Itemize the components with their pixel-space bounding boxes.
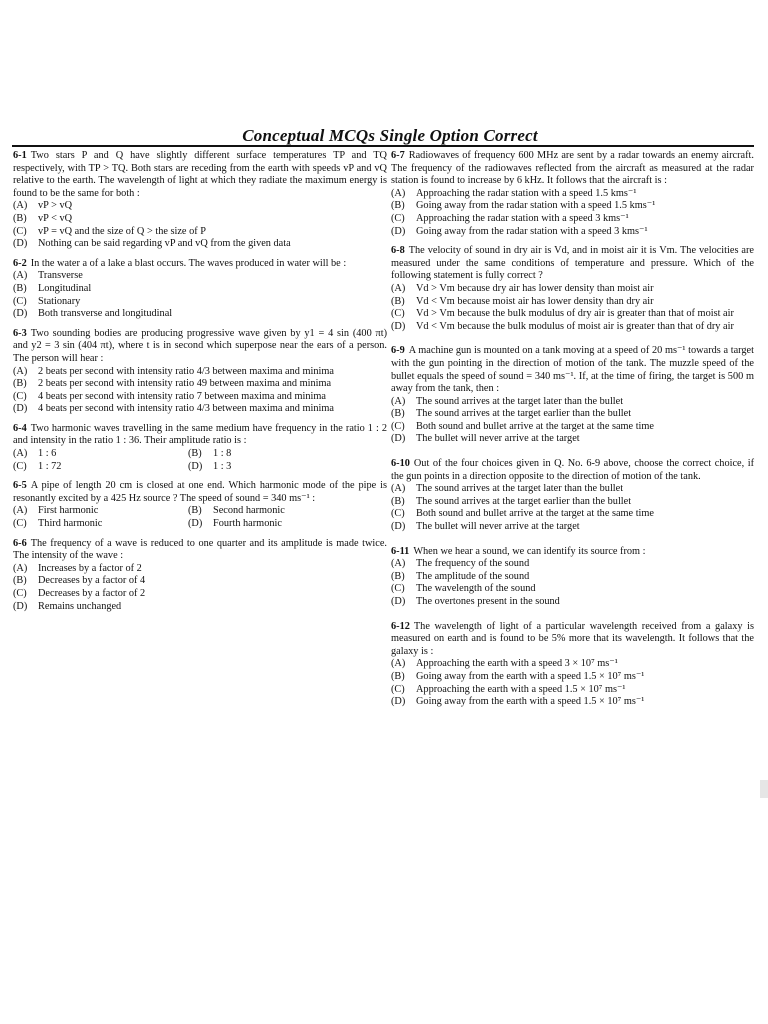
page-heading: Conceptual MCQs Single Option Correct xyxy=(242,126,538,145)
option-a: (A) The sound arrives at the target later than the bullet xyxy=(391,483,624,495)
question-number: 6-8 xyxy=(391,245,405,257)
question-number: 6-12 xyxy=(391,620,410,632)
question-number: 6-6 xyxy=(13,537,27,549)
question-stem: In the water a of a lake a blast occurs. The waves produced in water will be : xyxy=(30,257,347,269)
option-d: (D) Going away from the radar station with a speed 3 kms⁻¹ xyxy=(391,225,648,237)
question-stem: A pipe of length 20 cm is closed at one end. Which harmonic mode of the pipe is resonantly excited by a 425 Hz source ? The speed of sound = 340 ms⁻¹ : xyxy=(13,480,387,504)
option-d: (D) Fourth harmonic xyxy=(188,518,282,530)
question-stem: When we hear a sound, we can identify its source from : xyxy=(413,545,646,557)
option-a: (A) 2 beats per second with intensity ratio 4/3 between maxima and minima xyxy=(13,365,334,377)
option-d: (D) 1 : 3 xyxy=(188,460,232,472)
option-d: (D) The bullet will never arrive at the target xyxy=(391,433,580,445)
question-number: 6-4 xyxy=(13,422,27,434)
option-c: (C) Approaching the earth with a speed 1.5 × 10⁷ ms⁻¹ xyxy=(391,683,626,695)
option-c: (C) Both sound and bullet arrive at the target at the same time xyxy=(391,508,654,520)
question-6-2 xyxy=(13,258,387,321)
question-6-10 xyxy=(391,458,754,534)
option-b: (B) The sound arrives at the target earlier than the bullet xyxy=(391,408,632,420)
option-b: (B) The sound arrives at the target earlier than the bullet xyxy=(391,495,632,507)
option-c: (C) Approaching the radar station with a speed 3 kms⁻¹ xyxy=(391,212,629,224)
option-b: (B) 2 beats per second with intensity ratio 49 between maxima and minima xyxy=(13,378,332,390)
question-stem: The frequency of a wave is reduced to one quarter and its amplitude is made twice. The intensity of the wave : xyxy=(13,537,387,562)
scrollbar-thumb[interactable] xyxy=(760,780,768,798)
question-number: 6-11 xyxy=(391,545,410,557)
question-stem: The velocity of sound in dry air is Vd, and in moist air it is Vm. The velocities are measured under the same conditions of temperature and pressure. Which of the following statement is fully correct ? xyxy=(391,245,754,282)
option-b: (B) vP < vQ xyxy=(13,212,73,224)
question-number: 6-7 xyxy=(391,150,405,161)
option-b: (B) Second harmonic xyxy=(188,505,285,517)
question-number: 6-5 xyxy=(13,480,27,492)
option-c: (C) The wavelength of the sound xyxy=(391,583,536,595)
question-6-1 xyxy=(13,150,387,251)
right-column xyxy=(391,150,754,716)
option-d: (D) Vd < Vm because the bulk modulus of moist air is greater than that of dry air xyxy=(391,320,734,332)
option-d: (D) The overtones present in the sound xyxy=(391,596,560,607)
option-a: (A) Increases by a factor of 2 xyxy=(13,562,142,574)
option-d: (D) Both transverse and longitudinal xyxy=(13,308,173,320)
question-number: 6-3 xyxy=(13,327,27,339)
question-6-9 xyxy=(391,345,754,446)
question-6-6 xyxy=(13,538,387,614)
question-6-5 xyxy=(13,480,387,530)
option-a: (A) The sound arrives at the target later than the bullet xyxy=(391,395,624,407)
question-number: 6-10 xyxy=(391,458,410,470)
heading-rule xyxy=(12,145,754,147)
question-stem: Two stars P and Q have slightly different surface temperatures TP and TQ respectively, with TP > TQ. Both stars are receding from the earth with speeds vP and vQ relative to the earth. The wavelength of light at which they radiate the maximum energy is found to be the same for both : xyxy=(13,150,387,199)
option-c: (C) vP = vQ and the size of Q > the size of P xyxy=(13,225,206,237)
option-a: (A) Transverse xyxy=(13,270,83,282)
option-a: (A) 1 : 6 xyxy=(13,448,57,460)
option-d: (D) The bullet will never arrive at the target xyxy=(391,521,580,533)
option-c: (C) 1 : 72 xyxy=(13,460,62,472)
question-6-11 xyxy=(391,546,754,609)
option-a: (A) Approaching the radar station with a speed 1.5 kms⁻¹ xyxy=(391,187,637,199)
option-a: (A) Vd > Vm because dry air has lower density than moist air xyxy=(391,282,654,294)
question-stem: Out of the four choices given in Q. No. 6-9 above, choose the correct choice, if the gun points in a direction opposite to the direction of motion of the tank. xyxy=(391,458,754,482)
option-b: (B) Longitudinal xyxy=(13,282,92,294)
option-c: (C) Both sound and bullet arrive at the target at the same time xyxy=(391,420,654,432)
option-b: (B) 1 : 8 xyxy=(188,448,232,460)
option-d: (D) 4 beats per second with intensity ratio 4/3 between maxima and minima xyxy=(13,403,334,415)
option-d: (D) Remains unchanged xyxy=(13,600,122,612)
option-d: (D) Going away from the earth with a speed 1.5 × 10⁷ ms⁻¹ xyxy=(391,696,645,708)
option-b: (B) Going away from the earth with a speed 1.5 × 10⁷ ms⁻¹ xyxy=(391,670,645,682)
option-a: (A) Approaching the earth with a speed 3 × 10⁷ ms⁻¹ xyxy=(391,658,618,670)
question-stem: Radiowaves of frequency 600 MHz are sent by a radar towards an enemy aircraft. The frequency of the radiowaves reflected from the aircraft as measured at the radar station is found to increase by 6 kHz. It follows that the aircraft is : xyxy=(391,150,754,187)
option-d: (D) Nothing can be said regarding vP and vQ from the given data xyxy=(13,238,291,250)
question-stem: Two harmonic waves travelling in the same medium have frequency in the ratio 1 : 2 and intensity in the ratio 1 : 36. Their amplitude ratio is : xyxy=(13,422,387,447)
question-number: 6-2 xyxy=(13,257,27,269)
option-b: (B) The amplitude of the sound xyxy=(391,570,530,582)
option-a: (A) The frequency of the sound xyxy=(391,558,530,570)
question-6-12 xyxy=(391,621,754,709)
option-b: (B) Vd < Vm because moist air has lower density than dry air xyxy=(391,295,654,307)
question-number: 6-1 xyxy=(13,150,27,161)
question-stem: Two sounding bodies are producing progressive wave given by y1 = 4 sin (400 πt) and y2 = 3 sin (404 πt), where t is in second which superpose near the ears of a person. The person will hear : xyxy=(13,327,387,364)
question-6-3 xyxy=(13,328,387,416)
question-stem: A machine gun is mounted on a tank moving at a speed of 20 ms⁻¹ towards a target with the gun pointing in the direction of motion of the tank. The muzzle speed of the bullet equals the speed of sound = 340 ms⁻¹. If, at the time of firing, the target is 500 m away from the tank, then : xyxy=(391,345,754,395)
question-number: 6-9 xyxy=(391,345,405,357)
left-column xyxy=(13,150,387,620)
option-c: (C) Stationary xyxy=(13,295,81,307)
question-stem: The wavelength of light of a particular wavelength received from a galaxy is measured on earth and is found to be 5% more that its wavelength. It follows that the galaxy is : xyxy=(391,620,754,657)
option-a: (A) First harmonic xyxy=(13,505,99,517)
question-6-7 xyxy=(391,150,754,238)
option-c: (C) 4 beats per second with intensity ratio 7 between maxima and minima xyxy=(13,390,326,402)
option-c: (C) Decreases by a factor of 2 xyxy=(13,588,146,599)
option-a: (A) vP > vQ xyxy=(13,200,73,212)
option-c: (C) Vd > Vm because the bulk modulus of dry air is greater than that of moist air xyxy=(391,308,734,320)
question-6-4 xyxy=(13,423,387,473)
option-b: (B) Decreases by a factor of 4 xyxy=(13,575,146,587)
option-c: (C) Third harmonic xyxy=(13,518,103,530)
option-b: (B) Going away from the radar station with a speed 1.5 kms⁻¹ xyxy=(391,200,656,212)
question-6-8 xyxy=(391,245,754,333)
